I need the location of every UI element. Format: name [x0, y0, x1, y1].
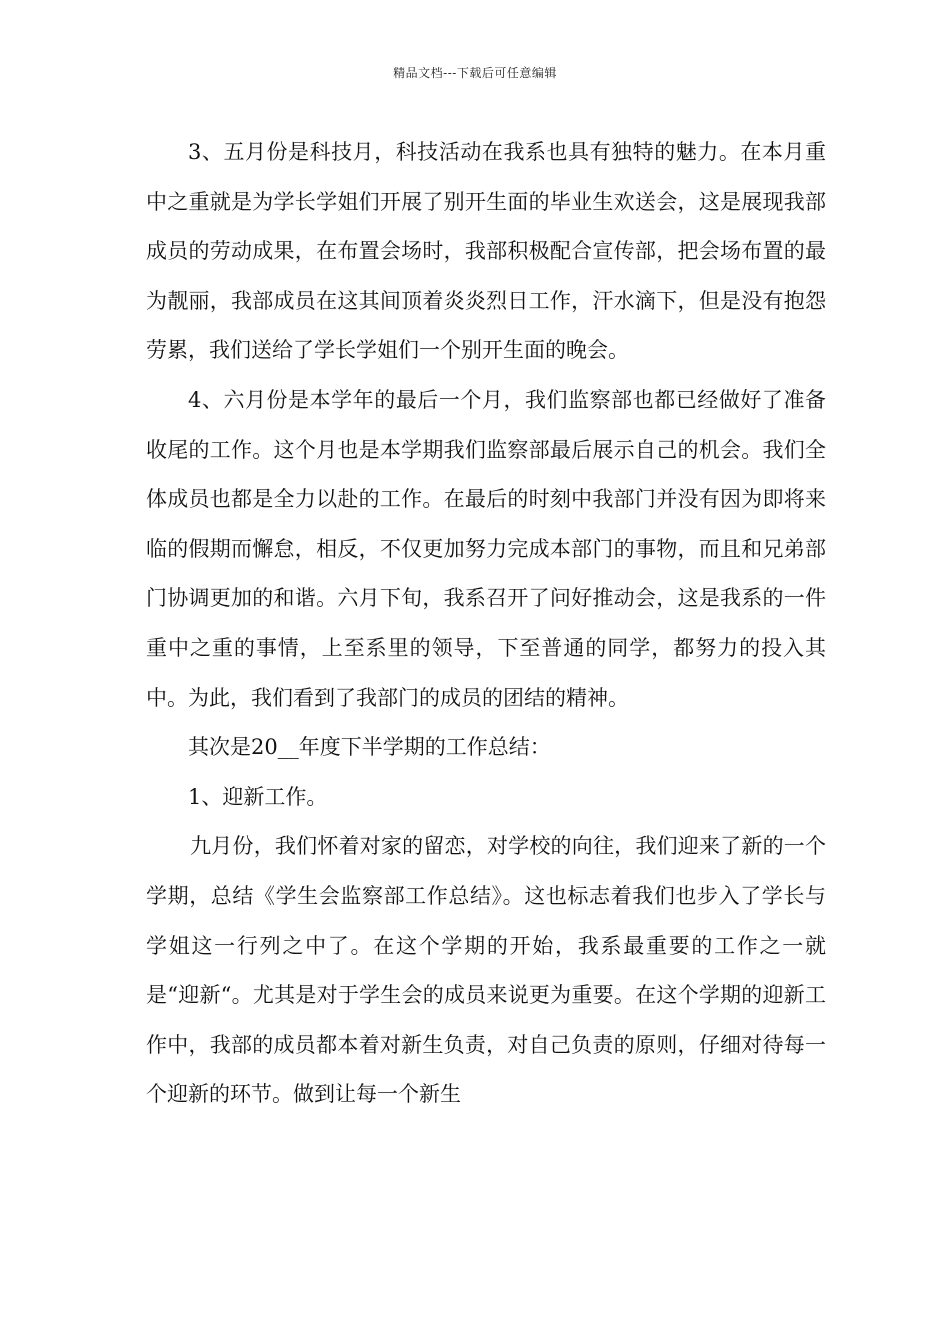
document-body	[146, 128, 826, 1120]
page-header: 精品文档---下载后可任意编辑	[393, 66, 557, 80]
paragraph-welcome-heading: 1、迎新工作。	[188, 784, 328, 809]
paragraph-second-half-heading: 其次是20__年度下半学期的工作总结：	[188, 735, 551, 760]
paragraph-may: 3、五月份是科技月，科技活动在我系也具有独特的魅力。在本月重中之重就是为学长学姐们开展了别开生面的毕业生欢送会，这是展现我部成员的劳动成果，在布置会场时，我部积极配合宣传部，把会场布置的最为靓丽，我部成员在这其间顶着炎炎烈日工作，汗水滴下，但是没有抱怨劳累，我们送给了学长学姐们一个别开生面的晚会。	[146, 140, 826, 363]
paragraph-september: 九月份，我们怀着对家的留恋，对学校的向往，我们迎来了新的一个学期，总结《学生会监察部工作总结》。这也标志着我们也步入了学长与学姐这一行列之中了。在这个学期的开始，我系最重要的工作之一就是“迎新“。尤其是对于学生会的成员来说更为重要。在这个学期的迎新工作中，我部的成员都本着对新生负责，对自己负责的原则，仔细对待每一个迎新的环节。做到让每一个新生	[146, 834, 826, 1107]
paragraph-june: 4、六月份是本学年的最后一个月，我们监察部也都已经做好了准备收尾的工作。这个月也是本学期我们监察部最后展示自己的机会。我们全体成员也都是全力以赴的工作。在最后的时刻中我部门并没有因为即将来临的假期而懈怠，相反，不仅更加努力完成本部门的事物，而且和兄弟部门协调更加的和谐。六月下旬，我系召开了问好推动会，这是我系的一件重中之重的事情，上至系里的领导，下至普通的同学，都努力的投入其中。为此，我们看到了我部门的成员的团结的精神。	[146, 387, 826, 710]
